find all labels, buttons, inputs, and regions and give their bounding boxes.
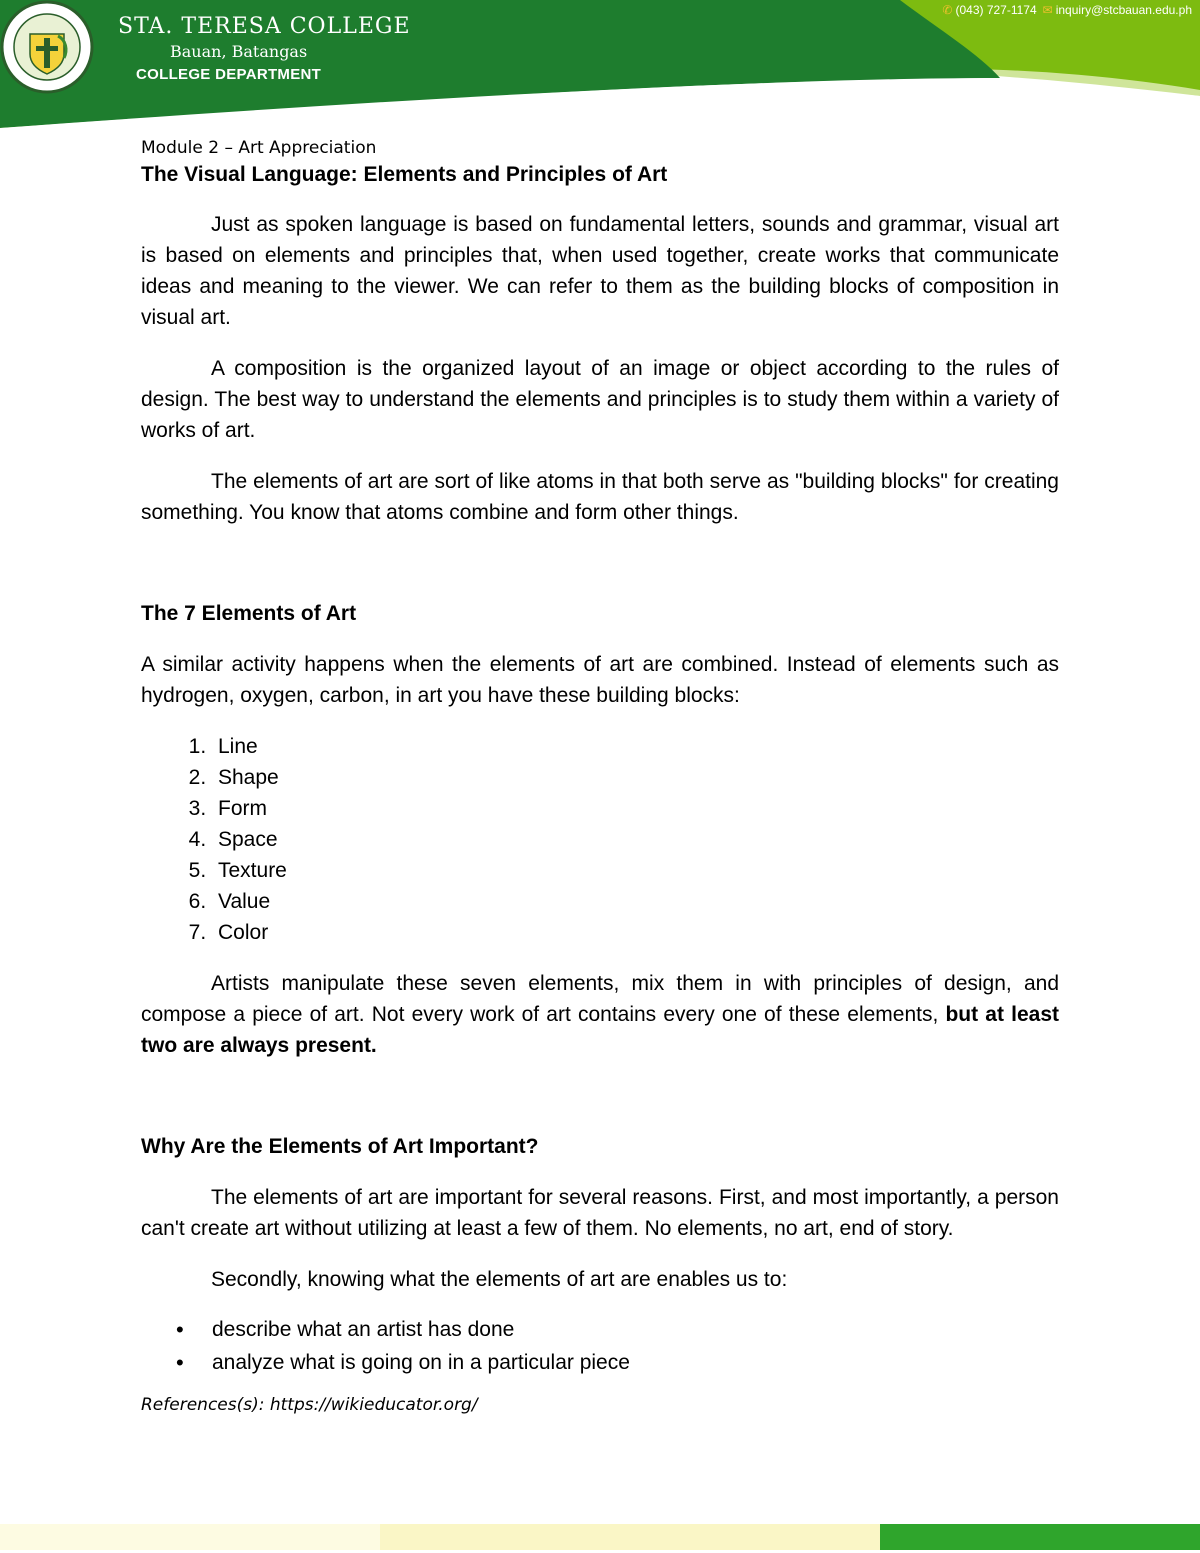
list-item: 5. Texture: [212, 855, 1059, 886]
list-item: 4. Space: [212, 824, 1059, 855]
intro-paragraph-1: Just as spoken language is based on fundamental letters, sounds and grammar, visual art is based on elements and principles that, when used together, create works that communicate ideas and meaning to the viewer. We can refer to them as the building blocks of composition in visual art.: [141, 213, 1059, 329]
intro-paragraph-3: The elements of art are sort of like atoms in that both serve as "building blocks" for creating something. You know that atoms combine and form other things.: [141, 470, 1059, 524]
email-address: inquiry@stcbauan.edu.ph: [1055, 3, 1192, 17]
page-title: The Visual Language: Elements and Principles of Art: [141, 163, 668, 186]
section-heading-importance: Why Are the Elements of Art Important?: [141, 1135, 539, 1158]
college-name: STA. TERESA COLLEGE: [118, 14, 411, 39]
closing-text: Artists manipulate these seven elements, mix them in with principles of design, and compose a piece of art. Not every work of art contains every one of these elements,: [141, 972, 1059, 1026]
intro-paragraph-2: A composition is the organized layout of an image or object according to the rules of design. The best way to understand the elements and principles is to study them within a variety of works of art.: [141, 357, 1059, 442]
college-seal-icon: [0, 0, 94, 94]
list-item: 1. Line: [212, 731, 1059, 762]
elements-list: [141, 731, 1059, 948]
document-body: [141, 136, 1059, 1417]
phone-icon: ✆: [942, 3, 953, 17]
closing-bold-text: but at least two are always present.: [141, 1003, 1059, 1057]
footer-band-cream: [380, 1524, 880, 1550]
page-footer: [0, 1524, 1200, 1553]
email-icon: ✉: [1042, 3, 1053, 17]
references: References(s): https://wikieducator.org/: [141, 1395, 478, 1415]
list-item: • describe what an artist has done: [212, 1313, 1059, 1346]
list-item: 7. Color: [212, 917, 1059, 948]
list-item: 6. Value: [212, 886, 1059, 917]
college-location: Bauan, Batangas: [170, 42, 308, 61]
list-item: 2. Shape: [212, 762, 1059, 793]
section-heading-elements: The 7 Elements of Art: [141, 602, 357, 625]
importance-paragraph-1: The elements of art are important for several reasons. First, and most importantly, a person can't create art without utilizing at least a few of them. No elements, no art, end of story.: [141, 1186, 1059, 1240]
list-item: 3. Form: [212, 793, 1059, 824]
college-department: COLLEGE DEPARTMENT: [136, 66, 322, 83]
elements-lead-paragraph: A similar activity happens when the elements of art are combined. Instead of elements such as hydrogen, oxygen, carbon, in art you have these building blocks:: [141, 653, 1059, 707]
module-label: Module 2 – Art Appreciation: [141, 138, 377, 158]
footer-band-green: [880, 1524, 1200, 1550]
elements-closing-paragraph: [141, 968, 1059, 1061]
footer-band-light: [0, 1524, 380, 1550]
importance-paragraph-2: Secondly, knowing what the elements of art are enables us to:: [211, 1268, 788, 1291]
contact-info: [942, 3, 1192, 17]
page-header: [0, 0, 1200, 140]
phone-number: (043) 727-1174: [955, 3, 1037, 17]
list-item: • analyze what is going on in a particular piece: [212, 1346, 1059, 1379]
importance-bullet-list: [141, 1313, 1059, 1379]
